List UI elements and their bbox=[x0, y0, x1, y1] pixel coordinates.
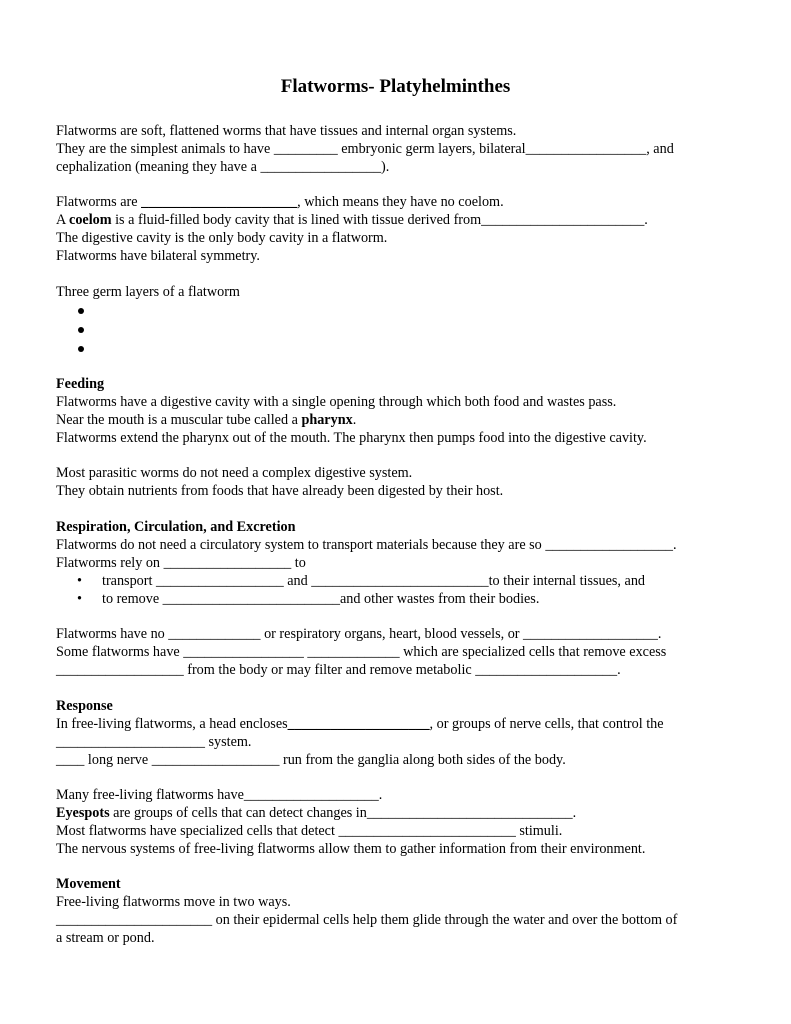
response-line-6: Most flatworms have specialized cells that detect _________________________ stimuli. bbox=[56, 823, 563, 839]
movement-heading: Movement bbox=[56, 876, 121, 892]
intro-line-1: Flatworms are soft, flattened worms that have tissues and internal organ systems. bbox=[56, 123, 517, 139]
movement-line-3: a stream or pond. bbox=[56, 930, 155, 946]
coelom-line-4: Flatworms have bilateral symmetry. bbox=[56, 248, 260, 264]
respiration-line-2: Flatworms rely on __________________ to bbox=[56, 555, 306, 571]
germ-heading: Three germ layers of a flatworm bbox=[56, 284, 240, 300]
feeding-line-2 bbox=[56, 411, 746, 429]
feeding-line-1: Flatworms have a digestive cavity with a single opening through which both food and wastes pass. bbox=[56, 394, 617, 410]
intro-line-3: cephalization (meaning they have a _________________). bbox=[56, 159, 390, 175]
movement-line-1: Free-living flatworms move in two ways. bbox=[56, 894, 291, 910]
coelom-line-1 bbox=[56, 193, 746, 211]
feeding-line-2a: Near the mouth is a muscular tube called a bbox=[56, 412, 302, 428]
ganglia-blank: ____________________ bbox=[287, 716, 430, 732]
response-line-1b: , or groups of nerve cells, that control the bbox=[429, 716, 664, 732]
bullet-icon bbox=[78, 327, 84, 333]
respiration-bullet-1: transport __________________ and _________________________to their internal tissues, and bbox=[102, 573, 646, 589]
acoelomate-blank: ______________________ bbox=[141, 194, 298, 210]
respiration-line-1: Flatworms do not need a circulatory system to transport materials because they are so __________________. bbox=[56, 537, 677, 553]
feeding-line-2b: . bbox=[352, 412, 357, 428]
response-line-1a: In free-living flatworms, a head encloses bbox=[56, 716, 288, 732]
coelom-line-1b: , which means they have no coelom. bbox=[297, 194, 504, 210]
response-heading: Response bbox=[56, 698, 113, 714]
coelom-line-2a: A bbox=[56, 212, 70, 228]
response-line-1 bbox=[56, 715, 746, 733]
coelom-line-2b: is a fluid-filled body cavity that is lined with tissue derived from_______________________. bbox=[111, 212, 648, 228]
response-line-2: _____________________ system. bbox=[56, 734, 252, 750]
bullet-icon bbox=[78, 346, 84, 352]
response-line-4: Many free-living flatworms have___________________. bbox=[56, 787, 383, 803]
eyespots-term: Eyespots bbox=[56, 805, 110, 821]
pharynx-term: pharynx bbox=[301, 412, 353, 428]
feeding-line-5: They obtain nutrients from foods that have already been digested by their host. bbox=[56, 483, 504, 499]
respiration-line-5: __________________ from the body or may filter and remove metabolic ____________________. bbox=[56, 662, 621, 678]
response-line-5 bbox=[56, 804, 746, 822]
respiration-line-3: Flatworms have no _____________ or respiratory organs, heart, blood vessels, or ___________________. bbox=[56, 626, 662, 642]
feeding-line-4: Most parasitic worms do not need a complex digestive system. bbox=[56, 465, 413, 481]
bullet-icon: • bbox=[77, 591, 82, 607]
movement-line-2: ______________________ on their epidermal cells help them glide through the water and over the bottom of bbox=[56, 912, 678, 928]
respiration-heading: Respiration, Circulation, and Excretion bbox=[56, 519, 296, 535]
response-line-3: ____ long nerve __________________ run from the ganglia along both sides of the body. bbox=[56, 752, 566, 768]
feeding-heading: Feeding bbox=[56, 376, 105, 392]
coelom-line-3: The digestive cavity is the only body cavity in a flatworm. bbox=[56, 230, 388, 246]
intro-line-2: They are the simplest animals to have _________ embryonic germ layers, bilateral_________________, and bbox=[56, 141, 674, 157]
page-title: Flatworms- Platyhelminthes bbox=[280, 76, 511, 97]
respiration-bullet-2: to remove _________________________and other wastes from their bodies. bbox=[102, 591, 540, 607]
bullet-icon: • bbox=[77, 573, 82, 589]
coelom-term: coelom bbox=[69, 212, 112, 228]
response-line-7: The nervous systems of free-living flatworms allow them to gather information from their environment. bbox=[56, 841, 646, 857]
coelom-line-1a: Flatworms are bbox=[56, 194, 142, 210]
bullet-icon bbox=[78, 308, 84, 314]
coelom-line-2 bbox=[56, 211, 746, 229]
response-line-5-text: are groups of cells that can detect changes in_____________________________. bbox=[109, 805, 577, 821]
feeding-line-3: Flatworms extend the pharynx out of the mouth. The pharynx then pumps food into the digestive cavity. bbox=[56, 430, 647, 446]
respiration-line-4: Some flatworms have _________________ _____________ which are specialized cells that remove excess bbox=[56, 644, 667, 660]
